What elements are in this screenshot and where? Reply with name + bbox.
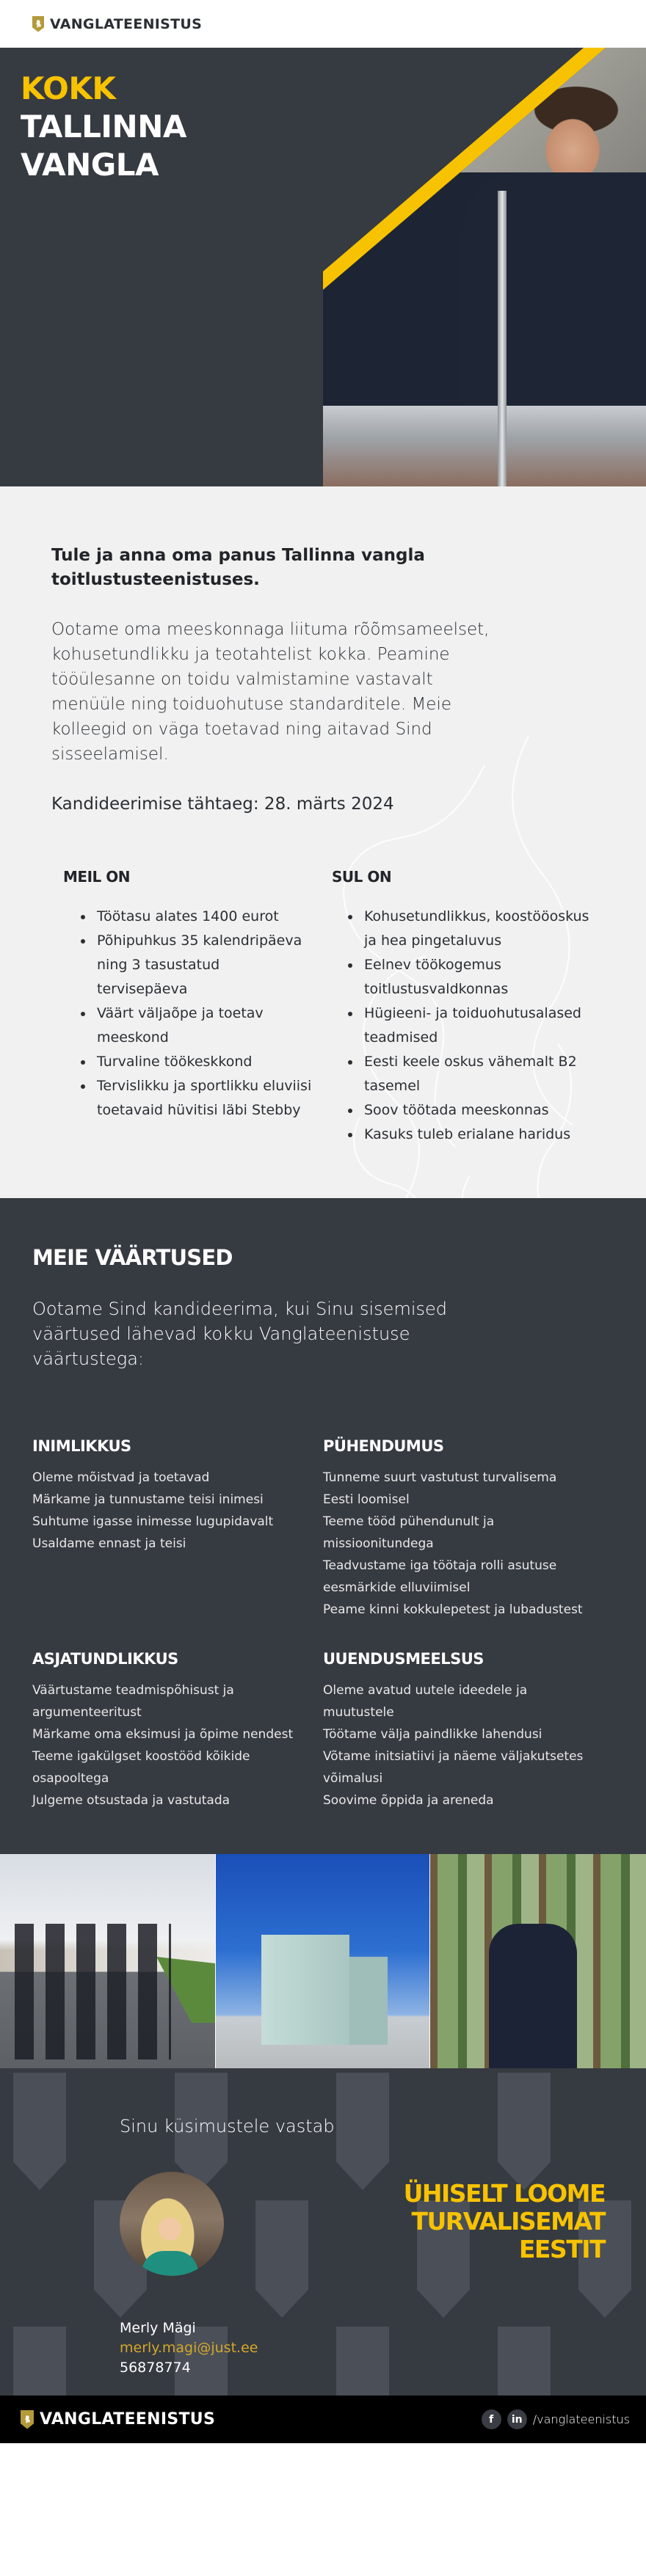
chef-figure xyxy=(462,172,646,422)
lion-shield-icon xyxy=(498,2073,551,2190)
social-handle[interactable]: /vanglateenistus xyxy=(532,2412,630,2426)
requirement-item: Kohusetundlikkus, koostööoskus ja hea pingetaluvus xyxy=(364,905,595,953)
value-line: Peame kinni kokkulepetest ja lubadustest xyxy=(323,1602,583,1617)
contact-name: Merly Mägi xyxy=(120,2320,196,2336)
hero-banner xyxy=(0,48,646,486)
value-card-puhendumus xyxy=(323,1437,614,1621)
value-card-inimlikkus xyxy=(32,1437,323,1621)
value-line: Julgeme otsustada ja vastutada xyxy=(32,1793,231,1808)
value-line: Oleme mõistvad ja toetavad xyxy=(32,1470,210,1485)
contact-phone: 56878774 xyxy=(120,2360,191,2376)
slogan-line: TURVALISEMAT xyxy=(411,2207,605,2236)
lion-shield-icon xyxy=(336,2073,389,2190)
value-line: Teeme tööd pühendunult ja missioonitundega xyxy=(323,1514,495,1551)
value-title: ASJATUNDLIKKUS xyxy=(32,1650,178,1668)
photo-strip xyxy=(0,1854,646,2068)
contact-email-link[interactable]: merly.magi@just.ee xyxy=(120,2340,258,2356)
hero-title xyxy=(21,70,186,184)
value-line: Tunneme suurt vastutust turvalisema Eesti loomisel xyxy=(323,1470,557,1507)
values-section xyxy=(0,1198,646,1854)
brand-name: VANGLATEENISTUS xyxy=(50,15,203,32)
avatar-shirt xyxy=(142,2251,198,2276)
value-card-uuendusmeelsus xyxy=(323,1650,614,1811)
building-main xyxy=(261,1935,349,2045)
lion-shield-icon xyxy=(336,2327,389,2396)
requirement-item: Soov töötada meeskonnas xyxy=(364,1098,595,1123)
value-line: Suhtume igasse inimesse lugupidavalt xyxy=(32,1514,274,1529)
offer-item: Tervislikku ja sportlikku eluviisi toetavaid hüvitisi läbi Stebby xyxy=(97,1074,314,1123)
intro-section xyxy=(0,486,646,1198)
brand-logo[interactable] xyxy=(32,16,202,32)
value-card-asjatundlikkus xyxy=(32,1650,323,1811)
requirement-item: Hügieeni- ja toiduohutusalased teadmised xyxy=(364,1001,595,1050)
footer-brand-logo[interactable] xyxy=(21,2410,215,2429)
facebook-icon[interactable]: f xyxy=(482,2409,501,2429)
top-header xyxy=(0,0,646,48)
application-deadline: Kandideerimise tähtaeg: 28. märts 2024 xyxy=(51,795,394,814)
value-line: Teadvustame iga töötaja rolli asutuse eesmärkide elluviimisel xyxy=(323,1558,557,1595)
value-line: Usaldame ennast ja teisi xyxy=(32,1536,186,1551)
requirement-item: Eesti keele oskus vähemalt B2 tasemel xyxy=(364,1050,595,1098)
slogan-line: EESTIT xyxy=(518,2235,605,2263)
value-line: Märkame ja tunnustame teisi inimesi xyxy=(32,1492,264,1507)
hero-title-location-1: TALLINNA xyxy=(21,109,186,145)
footer xyxy=(0,2396,646,2443)
value-line: Oleme avatud uutele ideedele ja muutustele xyxy=(323,1683,528,1720)
contact-label: Sinu küsimustele vastab xyxy=(120,2116,335,2137)
social-links xyxy=(482,2409,630,2429)
officer-group xyxy=(15,1924,171,2059)
intro-lead: Tule ja anna oma panus Tallinna vangla toitlustusteenistuses. xyxy=(51,546,425,589)
offer-requirements xyxy=(51,868,595,1147)
values-grid xyxy=(32,1437,614,1811)
lion-shield-icon xyxy=(498,2327,551,2396)
contact-section xyxy=(0,2068,646,2396)
value-line: Soovime õppida ja areneda xyxy=(323,1793,494,1808)
offer-item: Turvaline töökeskkond xyxy=(97,1050,314,1074)
requirement-item: Eelnev töökogemus toitlustusvaldkonnas xyxy=(364,953,595,1001)
k9-officer-photo xyxy=(430,1854,646,2068)
requirements-list xyxy=(332,905,595,1147)
requirement-item: Kasuks tuleb erialane haridus xyxy=(364,1123,595,1147)
value-title: UUENDUSMEELSUS xyxy=(323,1650,484,1668)
lion-shield-icon xyxy=(21,2410,34,2429)
value-line: Väärtustame teadmispõhisust ja argumenteeritust xyxy=(32,1683,234,1720)
prison-building-photo xyxy=(215,1854,430,2068)
offer-column xyxy=(51,868,314,1147)
contact-avatar xyxy=(120,2172,224,2276)
offer-item: Põhipuhkus 35 kalendripäeva ning 3 tasustatud tervisepäeva xyxy=(97,929,314,1001)
intro-body: Ootame oma meeskonnaga liituma rõõmsameelset, kohusetundlikku ja teotahtelist kokka. Peamine tööülesanne on toidu valmistamine vastavalt menüüle ning toiduohutuse standarditele. Meie kolleegid on väga toetavad ning aitavad Sind sisseelamisel. xyxy=(51,620,490,764)
linkedin-icon[interactable]: in xyxy=(507,2409,527,2429)
building-wing xyxy=(349,1957,388,2045)
footer-brand-name: VANGLATEENISTUS xyxy=(40,2410,216,2429)
lion-shield-icon xyxy=(32,16,44,32)
offer-heading: MEIL ON xyxy=(63,868,130,886)
value-line: Töötame välja paindlikke lahendusi xyxy=(323,1727,542,1742)
hero-chef-photo xyxy=(323,48,646,486)
value-title: PÜHENDUMUS xyxy=(323,1437,444,1455)
value-title: INIMLIKKUS xyxy=(32,1437,131,1455)
value-line: Märkame oma eksimusi ja õpime nendest xyxy=(32,1727,294,1742)
stirring-paddle xyxy=(498,191,507,486)
values-heading: MEIE VÄÄRTUSED xyxy=(32,1245,233,1270)
officers-photo xyxy=(0,1854,215,2068)
cooking-pot xyxy=(323,406,646,486)
offer-item: Töötasu alates 1400 eurot xyxy=(97,905,314,929)
contact-card xyxy=(120,2116,335,2378)
officer-figure xyxy=(489,1924,577,2068)
requirements-heading: SUL ON xyxy=(332,868,392,886)
slogan xyxy=(404,2180,605,2263)
values-subtitle: Ootame Sind kandideerima, kui Sinu sisemised väärtused lähevad kokku Vanglateenistuse väärtustega: xyxy=(32,1299,447,1369)
offer-item: Väärt väljaõpe ja toetav meeskond xyxy=(97,1001,314,1050)
value-line: Võtame initsiatiivi ja näeme väljakutsetes võimalusi xyxy=(323,1749,584,1786)
requirements-column xyxy=(332,868,595,1147)
lion-shield-icon xyxy=(13,2327,66,2396)
offer-list xyxy=(51,905,314,1123)
hero-title-location-2: VANGLA xyxy=(21,147,159,183)
slogan-line: ÜHISELT LOOME xyxy=(403,2179,605,2208)
value-line: Teeme igakülgset koostööd kõikide osapooltega xyxy=(32,1749,250,1786)
lion-shield-icon xyxy=(13,2073,66,2190)
hero-title-job: KOKK xyxy=(21,70,116,106)
